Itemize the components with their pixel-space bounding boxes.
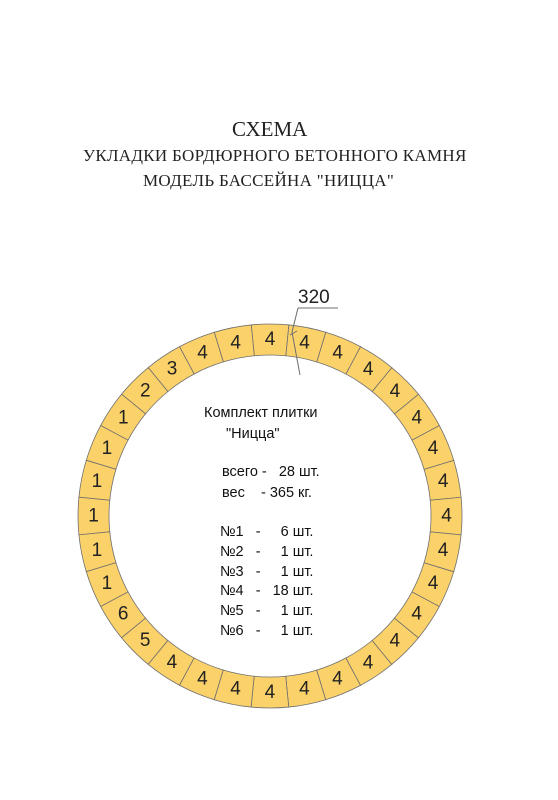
scheme-subtitle: УКЛАДКИ БОРДЮРНОГО БЕТОННОГО КАМНЯ [83, 146, 467, 165]
tile-number-label: 3 [166, 358, 178, 380]
tile-number-label: 4 [437, 540, 449, 562]
tile-number-label: 4 [230, 332, 241, 354]
count-tile-2: №2 - 1 шт. [220, 544, 314, 560]
tile-number-label: 4 [332, 342, 343, 364]
count-tile-3: №3 - 1 шт. [220, 564, 314, 580]
tile-number-label: 1 [91, 539, 103, 561]
tile-number-label: 4 [389, 630, 401, 652]
tile-number-label: 4 [411, 603, 423, 625]
tile-number-label: 4 [230, 678, 241, 700]
tile-number-label: 4 [197, 342, 208, 364]
tile-number-label: 4 [264, 329, 276, 351]
tile-number-label: 1 [117, 407, 129, 429]
tile-number-label: 5 [139, 630, 151, 652]
kit-label: Комплект плитки [204, 405, 318, 421]
tile-number-label: 4 [299, 678, 310, 700]
tile-number-label: 4 [166, 652, 178, 674]
tile-number-label: 1 [88, 505, 99, 527]
total-count: всего - 28 шт. [222, 464, 320, 480]
tile-number-label: 4 [332, 668, 343, 690]
tile-number-label: 2 [139, 380, 151, 402]
tile-number-label: 4 [362, 358, 374, 380]
tile-number-label: 1 [101, 572, 113, 594]
kit-name: "Ницца" [226, 426, 280, 442]
tile-number-label: 4 [437, 471, 449, 493]
tile-number-label: 4 [411, 407, 423, 429]
count-tile-5: №5 - 1 шт. [220, 603, 314, 619]
tile-number-label: 4 [197, 668, 208, 690]
tile-number-label: 4 [299, 332, 310, 354]
dimension-label: 320 [298, 287, 330, 308]
tile-number-label: 1 [91, 470, 103, 492]
tile-number-label: 4 [427, 438, 439, 460]
scheme-title: СХЕМА [232, 117, 308, 141]
tile-number-label: 4 [264, 682, 276, 703]
tile-number-label: 6 [117, 603, 129, 625]
count-tile-6: №6 - 1 шт. [220, 623, 314, 639]
tile-ring [78, 324, 462, 708]
count-tile-4: №4 - 18 шт. [220, 583, 314, 599]
total-weight: вес - 365 кг. [222, 485, 312, 501]
pool-model-title: МОДЕЛЬ БАССЕЙНА "НИЦЦА" [143, 171, 395, 190]
tile-number-label: 4 [362, 652, 374, 674]
tile-number-label: 1 [101, 437, 113, 459]
tile-number-label: 4 [389, 380, 401, 402]
tile-number-label: 4 [441, 505, 452, 527]
tile-number-label: 4 [427, 573, 439, 595]
count-tile-1: №1 - 6 шт. [220, 524, 314, 540]
